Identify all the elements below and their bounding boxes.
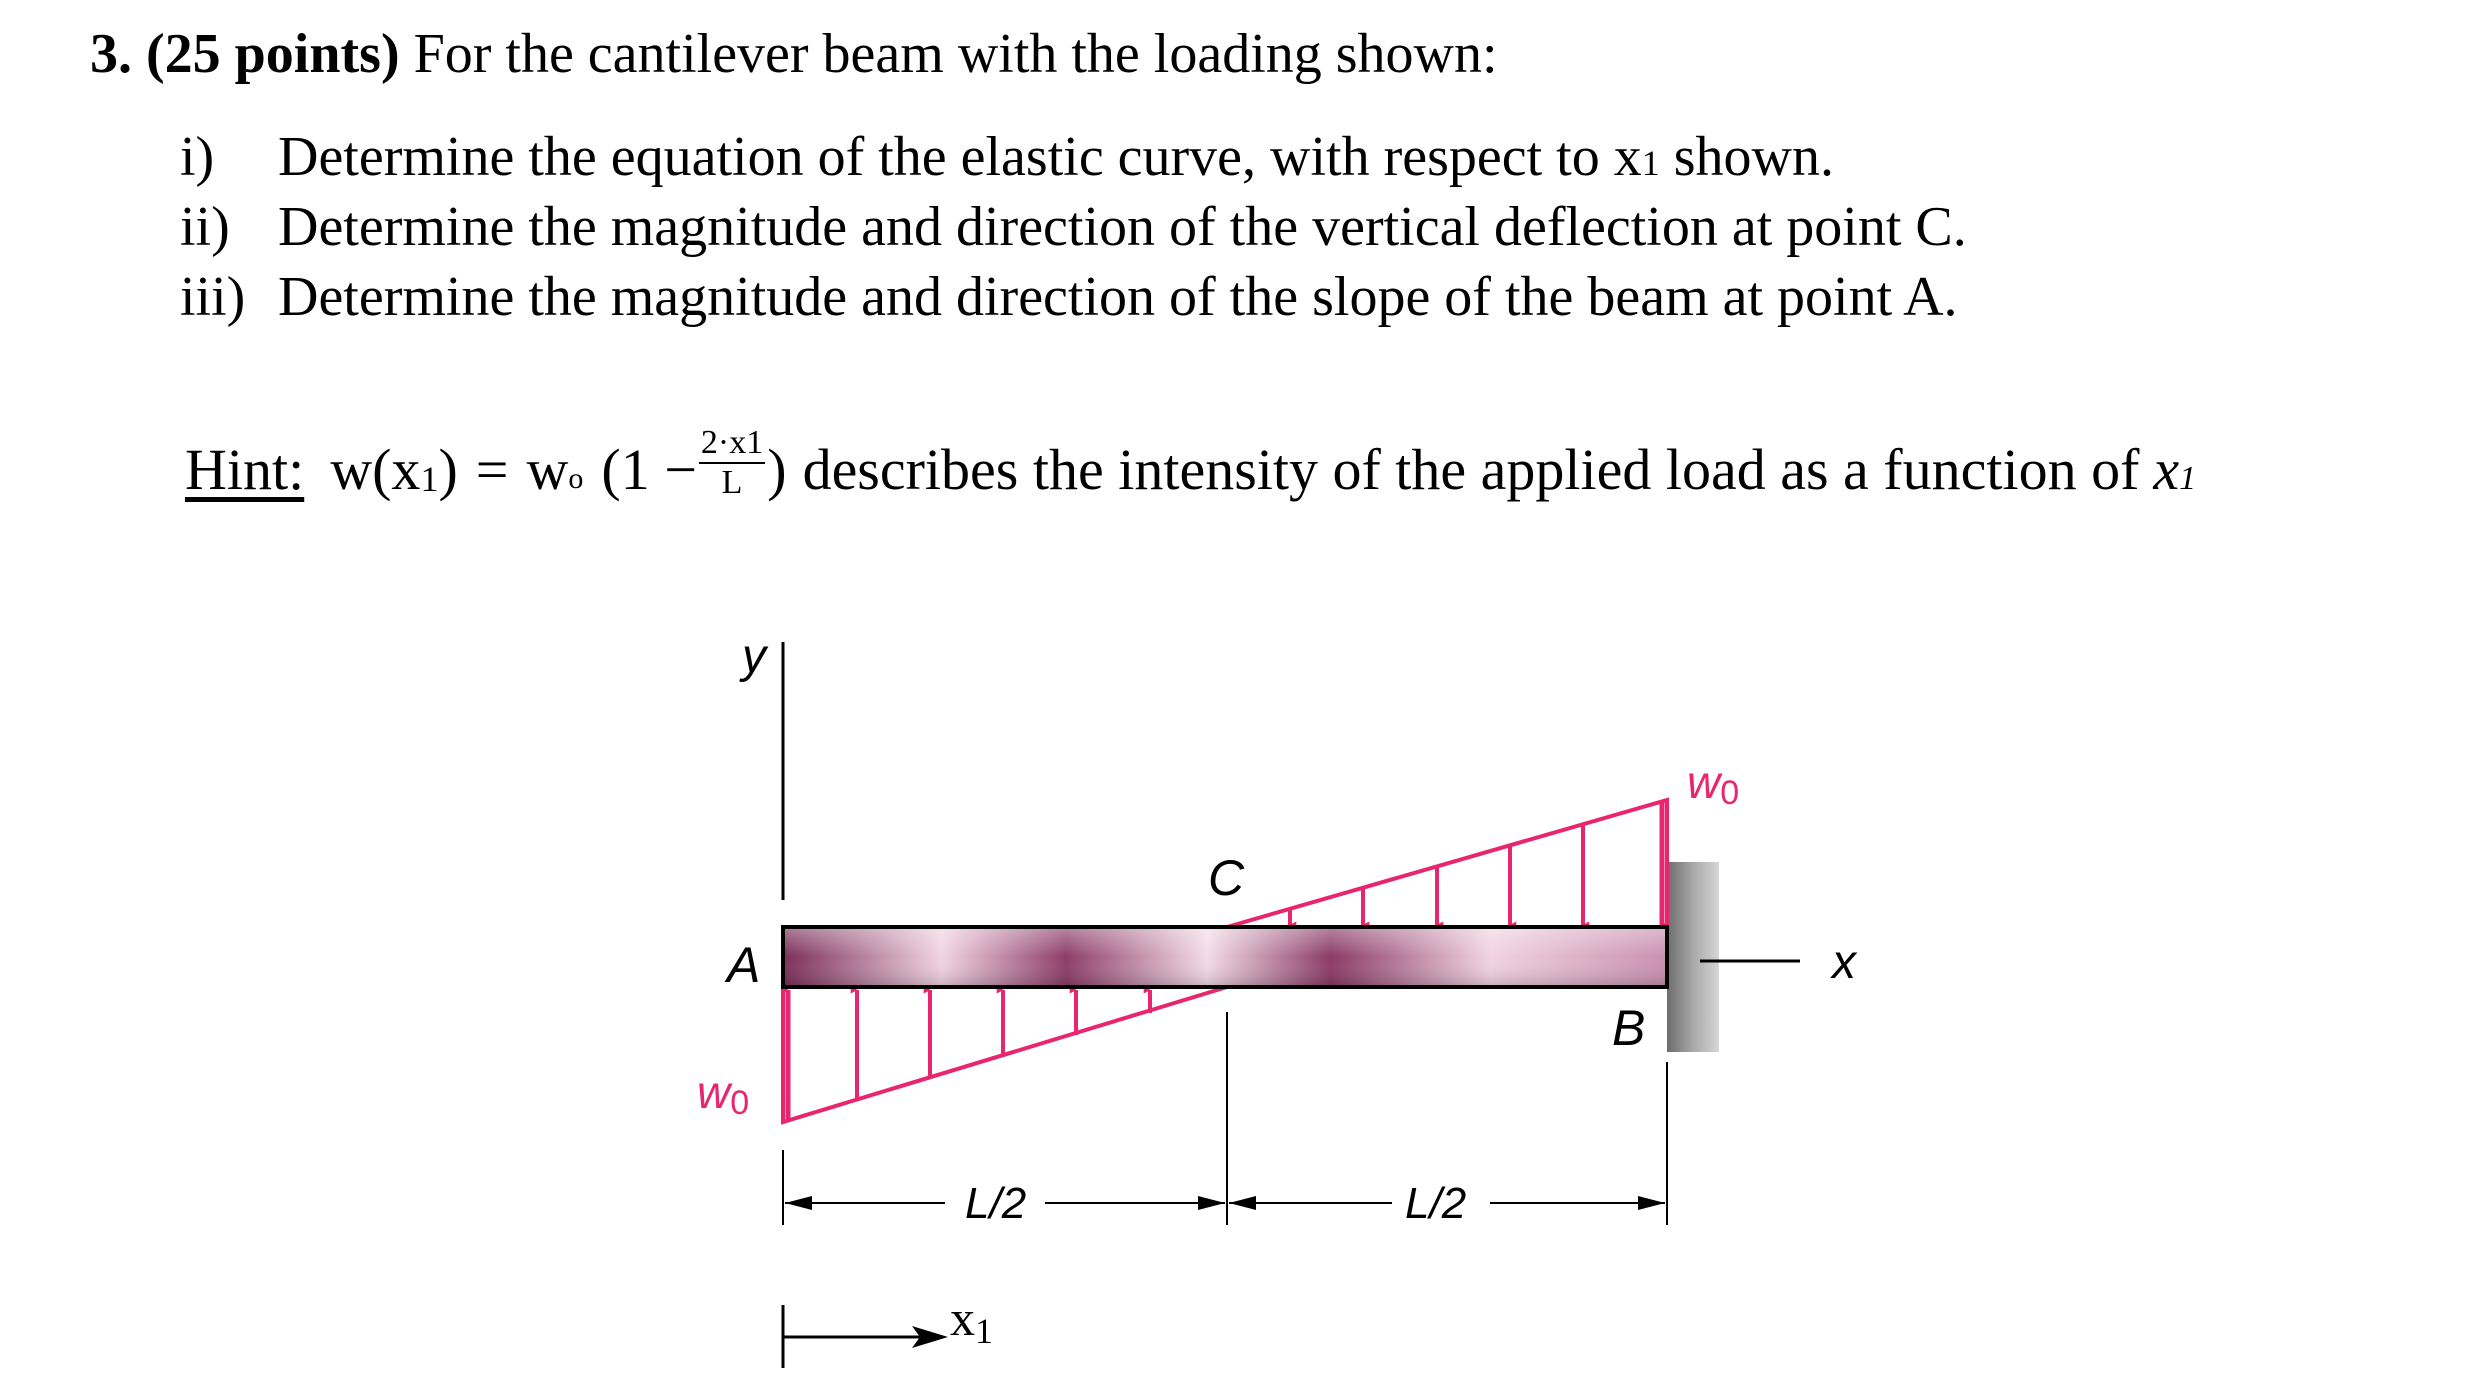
question-points: (25 points) bbox=[146, 23, 400, 85]
hint-equals: = bbox=[475, 436, 509, 502]
load-right-label bbox=[1687, 756, 1739, 812]
part-i-text-after: shown. bbox=[1659, 126, 1834, 188]
x1-label bbox=[950, 1290, 993, 1351]
x1-label-sub: 1 bbox=[975, 1311, 993, 1351]
hint-text: describes the intensity of the applied load as a function of bbox=[802, 436, 2140, 502]
part-i-subscript: 1 bbox=[1641, 143, 1660, 183]
hint-lhs-sub: 1 bbox=[420, 459, 439, 499]
dim-label-right: L/2 bbox=[1405, 1179, 1467, 1228]
lower-load-arrows bbox=[788, 990, 1150, 1120]
part-i-text: Determine the equation of the elastic curve, with respect to x bbox=[278, 126, 1642, 188]
part-iii-text: Determine the magnitude and direction of the slope of the beam at point A. bbox=[278, 266, 1958, 328]
part-ii-number: ii) bbox=[180, 196, 230, 258]
hint-lhs: w(x bbox=[330, 436, 421, 502]
fixed-wall bbox=[1667, 862, 1719, 1052]
hint-var-sub: 1 bbox=[2179, 460, 2197, 497]
dim-arrow-left-a bbox=[785, 1196, 812, 1210]
hint-open: (1 − bbox=[601, 436, 697, 502]
load-right-sub: 0 bbox=[1720, 774, 1740, 812]
hint-lhs-close: ) bbox=[438, 436, 458, 502]
point-b-label: B bbox=[1612, 1000, 1646, 1056]
question-prompt: For the cantilever beam with the loading shown: bbox=[413, 23, 1498, 85]
part-ii-text: Determine the magnitude and direction of the vertical deflection at point C. bbox=[278, 196, 1967, 258]
hint-label: Hint: bbox=[185, 436, 305, 502]
hint-w0: w bbox=[526, 436, 569, 502]
x-axis-label: x bbox=[1832, 936, 1856, 989]
dim-arrow-right-b bbox=[1638, 1196, 1665, 1210]
dim-arrow-right-a bbox=[1229, 1196, 1256, 1210]
upper-load-arrows bbox=[1290, 802, 1662, 925]
part-i-number: i) bbox=[180, 126, 215, 188]
load-left-sub: 0 bbox=[730, 1084, 750, 1122]
dim-label-left: L/2 bbox=[965, 1179, 1027, 1228]
hint-var: x bbox=[2153, 436, 2180, 502]
load-left-w: w bbox=[697, 1066, 731, 1118]
point-c-label: C bbox=[1208, 850, 1245, 906]
load-right-w: w bbox=[1687, 756, 1721, 808]
part-iii-number: iii) bbox=[180, 266, 246, 328]
y-axis-label: y bbox=[742, 630, 766, 683]
load-upper-triangle bbox=[1227, 800, 1667, 927]
beam-shading bbox=[785, 929, 1665, 985]
hint-frac-num: 2·x1 bbox=[699, 426, 765, 464]
x1-label-x: x bbox=[950, 1290, 975, 1346]
hint-close: ) bbox=[767, 436, 787, 502]
load-left-label bbox=[697, 1066, 749, 1122]
hint-w0-sub: o bbox=[568, 462, 584, 495]
dim-arrow-left-b bbox=[1198, 1196, 1225, 1210]
hint-frac-den: L bbox=[721, 464, 743, 501]
point-a-label: A bbox=[727, 937, 761, 993]
question-number: 3. bbox=[90, 23, 132, 85]
